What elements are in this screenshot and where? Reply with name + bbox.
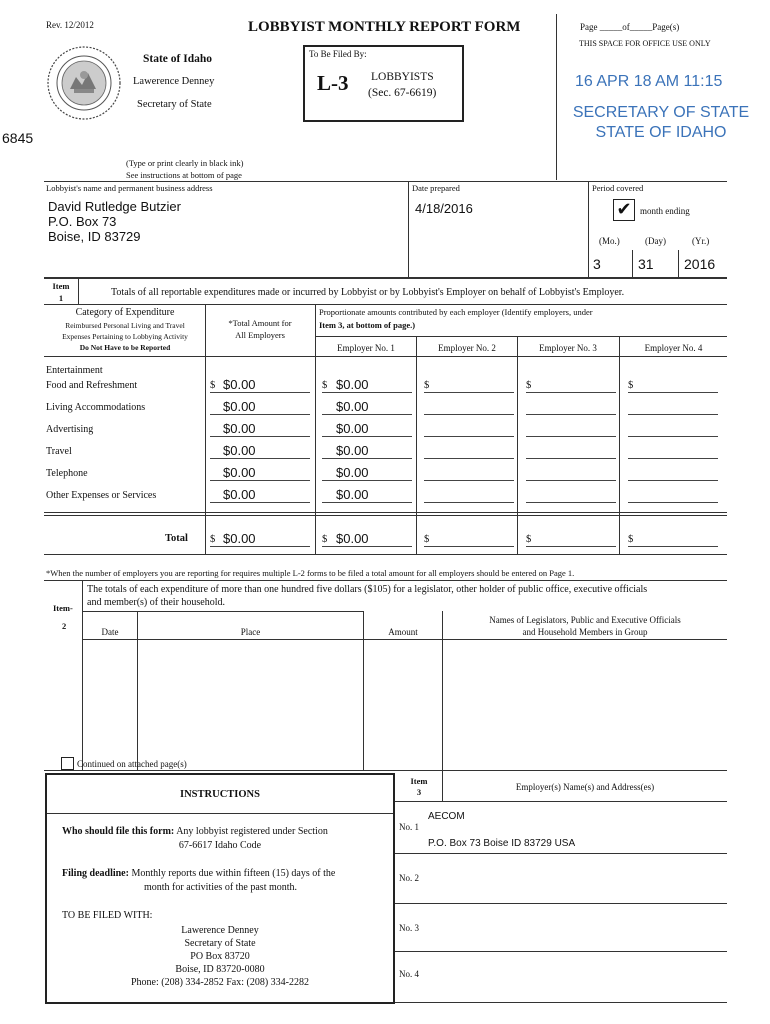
field-underline — [628, 480, 718, 481]
continued-label: Continued on attached page(s) — [77, 759, 187, 769]
emp1-other-field[interactable]: $0.00 — [336, 487, 369, 502]
field-underline — [424, 502, 514, 503]
month-ending-label: month ending — [640, 206, 690, 216]
who-should-file-label: Who should file this form: — [62, 826, 175, 837]
field-underline — [424, 392, 514, 393]
field-underline — [322, 436, 412, 437]
employer-1-address[interactable]: P.O. Box 73 Boise ID 83729 USA — [428, 838, 576, 849]
employer-2-heading: Employer No. 2 — [438, 343, 496, 353]
item2-number: 2 — [62, 621, 67, 631]
field-underline — [526, 414, 616, 415]
month-ending-checkbox[interactable]: ✔ — [613, 199, 635, 221]
item2-heading-line2: and member(s) of their household. — [87, 597, 226, 608]
column-date-header: Date — [101, 627, 119, 637]
row-label-other: Other Expenses or Services — [46, 490, 157, 501]
field-underline — [322, 502, 412, 503]
column-amount-header: Amount — [388, 627, 418, 637]
category-note-3: Do Not Have to be Reported — [79, 343, 171, 352]
instructions-title: INSTRUCTIONS — [180, 789, 260, 800]
total-food-field[interactable]: $0.00 — [223, 377, 256, 392]
total-label: Total — [165, 533, 188, 544]
filing-address-name: Lawerence Denney — [181, 925, 259, 936]
field-underline — [628, 414, 718, 415]
received-stamp-date: 16 APR 18 AM 11:15 — [575, 73, 723, 90]
field-underline — [526, 458, 616, 459]
row-label-telephone: Telephone — [46, 468, 88, 479]
field-underline — [210, 414, 310, 415]
emp1-living-field[interactable]: $0.00 — [336, 399, 369, 414]
field-underline — [210, 458, 310, 459]
state-seal-icon — [46, 45, 122, 121]
emp1-total-field[interactable]: $0.00 — [336, 531, 369, 546]
emp1-telephone-field[interactable]: $0.00 — [336, 465, 369, 480]
row-label-travel: Travel — [46, 446, 72, 457]
field-underline — [526, 502, 616, 503]
field-underline — [322, 458, 412, 459]
who-should-file-text-2: 67-6617 Idaho Code — [178, 840, 262, 851]
date-prepared-field[interactable]: 4/18/2016 — [415, 201, 473, 216]
category-note-2: Expenses Pertaining to Lobbying Activity — [62, 332, 188, 341]
total-amount-heading-2: All Employers — [235, 330, 285, 340]
dollar-sign: $ — [210, 380, 216, 391]
total-other-field[interactable]: $0.00 — [223, 487, 256, 502]
employer-no1-label: No. 1 — [399, 822, 419, 832]
day-label: (Day) — [645, 236, 666, 246]
field-underline — [322, 392, 412, 393]
month-label: (Mo.) — [599, 236, 620, 246]
entertainment-label: Entertainment — [46, 365, 103, 376]
employer-1-heading: Employer No. 1 — [337, 343, 395, 353]
form-lobbyists-label: LOBBYISTS — [371, 71, 434, 83]
who-should-file-text: Any lobbyist registered under Section — [176, 826, 328, 837]
item1-heading: Totals of all reportable expenditures made or incurred by Lobbyist or by Lobbyist's Employer on behalf of Lobbyist's Employer. — [111, 287, 625, 298]
total-travel-field[interactable]: $0.00 — [223, 443, 256, 458]
row-label-advertising: Advertising — [46, 424, 94, 435]
multiple-employers-footnote: *When the number of employers you are reporting for requires multiple L-2 forms to be filed a total amount for all employers should be entered on Page 1. — [46, 568, 575, 578]
field-underline — [210, 436, 310, 437]
dollar-sign: $ — [526, 380, 532, 391]
dollar-sign: $ — [322, 380, 328, 391]
filing-address-pobox: PO Box 83720 — [190, 951, 250, 962]
received-stamp-office: SECRETARY OF STATE — [572, 104, 750, 121]
category-note-1: Reimbursed Personal Living and Travel — [65, 321, 185, 330]
filing-address-city: Boise, ID 83720-0080 — [175, 964, 265, 975]
form-section-label: (Sec. 67-6619) — [368, 87, 437, 99]
employer-4-heading: Employer No. 4 — [644, 343, 703, 353]
field-underline — [210, 502, 310, 503]
period-year-field[interactable]: 2016 — [684, 256, 716, 272]
form-title: LOBBYIST MONTHLY REPORT FORM — [248, 19, 521, 35]
proportionate-heading-2: Item 3, at bottom of page.) — [319, 320, 416, 330]
state-name: State of Idaho — [143, 53, 213, 65]
to-be-filed-by-label: To Be Filed By: — [309, 49, 367, 59]
employer-no4-label: No. 4 — [399, 969, 419, 979]
date-prepared-label: Date prepared — [412, 183, 460, 193]
page-count-label: Page _____of_____Page(s) — [580, 22, 680, 32]
dollar-sign: $ — [322, 534, 328, 545]
total-telephone-field[interactable]: $0.00 — [223, 465, 256, 480]
column-names-header-2: and Household Members in Group — [522, 627, 648, 637]
emp1-advertising-field[interactable]: $0.00 — [336, 421, 369, 436]
field-underline — [628, 458, 718, 459]
field-underline — [526, 436, 616, 437]
emp1-food-field[interactable]: $0.00 — [336, 377, 369, 392]
lobbyist-name-label: Lobbyist's name and permanent business address — [46, 183, 213, 193]
item3-label: Item — [410, 776, 428, 786]
field-underline — [424, 480, 514, 481]
period-day-field[interactable]: 31 — [638, 256, 654, 272]
row-label-food: Food and Refreshment — [46, 380, 138, 391]
field-underline — [424, 436, 514, 437]
category-heading: Category of Expenditure — [75, 307, 175, 318]
item2-label: Item- — [53, 603, 73, 613]
filing-contact-numbers: Phone: (208) 334-2852 Fax: (208) 334-2282 — [130, 977, 310, 988]
received-stamp-state: STATE OF IDAHO — [595, 124, 727, 141]
period-month-field[interactable]: 3 — [593, 256, 601, 272]
total-amount-heading-1: *Total Amount for — [228, 318, 292, 328]
field-underline — [322, 480, 412, 481]
employer-no3-label: No. 3 — [399, 923, 419, 933]
column-names-header-1: Names of Legislators, Public and Executive Officials — [489, 615, 681, 625]
item1-label: Item — [52, 281, 70, 291]
row-label-living: Living Accommodations — [46, 402, 146, 413]
secretary-name: Lawerence Denney — [133, 76, 215, 87]
to-be-filed-with-label: TO BE FILED WITH: — [62, 910, 153, 921]
filing-deadline — [62, 868, 335, 879]
lobbyist-address-line2[interactable]: Boise, ID 83729 — [48, 229, 141, 244]
filing-deadline-text: Monthly reports due within fifteen (15) days of the — [131, 868, 336, 879]
see-instructions-note: See instructions at bottom of page — [126, 170, 242, 180]
total-advertising-field[interactable]: $0.00 — [223, 421, 256, 436]
field-underline — [526, 392, 616, 393]
field-underline — [628, 502, 718, 503]
office-use-label: THIS SPACE FOR OFFICE USE ONLY — [579, 39, 711, 48]
field-underline — [424, 414, 514, 415]
dollar-sign: $ — [424, 534, 430, 545]
employer-1-name[interactable]: AECOM — [428, 811, 465, 822]
type-instruction-note: (Type or print clearly in black ink) — [126, 158, 244, 168]
continued-checkbox[interactable] — [61, 757, 74, 770]
dollar-sign: $ — [526, 534, 532, 545]
year-label: (Yr.) — [692, 236, 710, 246]
who-should-file — [62, 826, 328, 837]
item2-heading-line1: The totals of each expenditure of more than one hundred five dollars ($105) for a legislator, other holder of public office, executive officials — [87, 584, 648, 595]
field-underline — [424, 458, 514, 459]
form-code-box — [303, 45, 464, 122]
dollar-sign: $ — [628, 534, 634, 545]
side-filing-number: 6845 — [2, 130, 34, 146]
field-underline — [322, 414, 412, 415]
employer-3-heading: Employer No. 3 — [539, 343, 597, 353]
field-underline — [210, 480, 310, 481]
secretary-title: Secretary of State — [137, 99, 212, 110]
total-living-field[interactable]: $0.00 — [223, 399, 256, 414]
form-code: L-3 — [317, 71, 349, 95]
filing-address-title: Secretary of State — [184, 938, 256, 949]
field-underline — [526, 480, 616, 481]
revision-label: Rev. 12/2012 — [46, 20, 94, 30]
field-underline — [628, 436, 718, 437]
filing-deadline-label: Filing deadline: — [62, 868, 129, 879]
dollar-sign: $ — [628, 380, 634, 391]
item1-number: 1 — [58, 293, 64, 303]
grand-total-field[interactable]: $0.00 — [223, 531, 256, 546]
period-covered-label: Period covered — [592, 183, 644, 193]
column-place-header: Place — [240, 627, 261, 637]
field-underline — [210, 392, 310, 393]
emp1-travel-field[interactable]: $0.00 — [336, 443, 369, 458]
lobbyist-address-line1[interactable]: P.O. Box 73 — [48, 214, 117, 229]
field-underline — [628, 392, 718, 393]
office-use-divider — [556, 14, 557, 180]
item3-number: 3 — [416, 787, 422, 797]
filing-deadline-text-2: month for activities of the past month. — [144, 882, 298, 893]
employer-no2-label: No. 2 — [399, 873, 419, 883]
dollar-sign: $ — [424, 380, 430, 391]
item3-heading: Employer(s) Name(s) and Address(es) — [515, 782, 655, 792]
dollar-sign: $ — [210, 534, 216, 545]
lobbyist-name[interactable]: David Rutledge Butzier — [48, 199, 181, 214]
proportionate-heading-1: Proportionate amounts contributed by each employer (Identify employers, under — [319, 307, 593, 317]
